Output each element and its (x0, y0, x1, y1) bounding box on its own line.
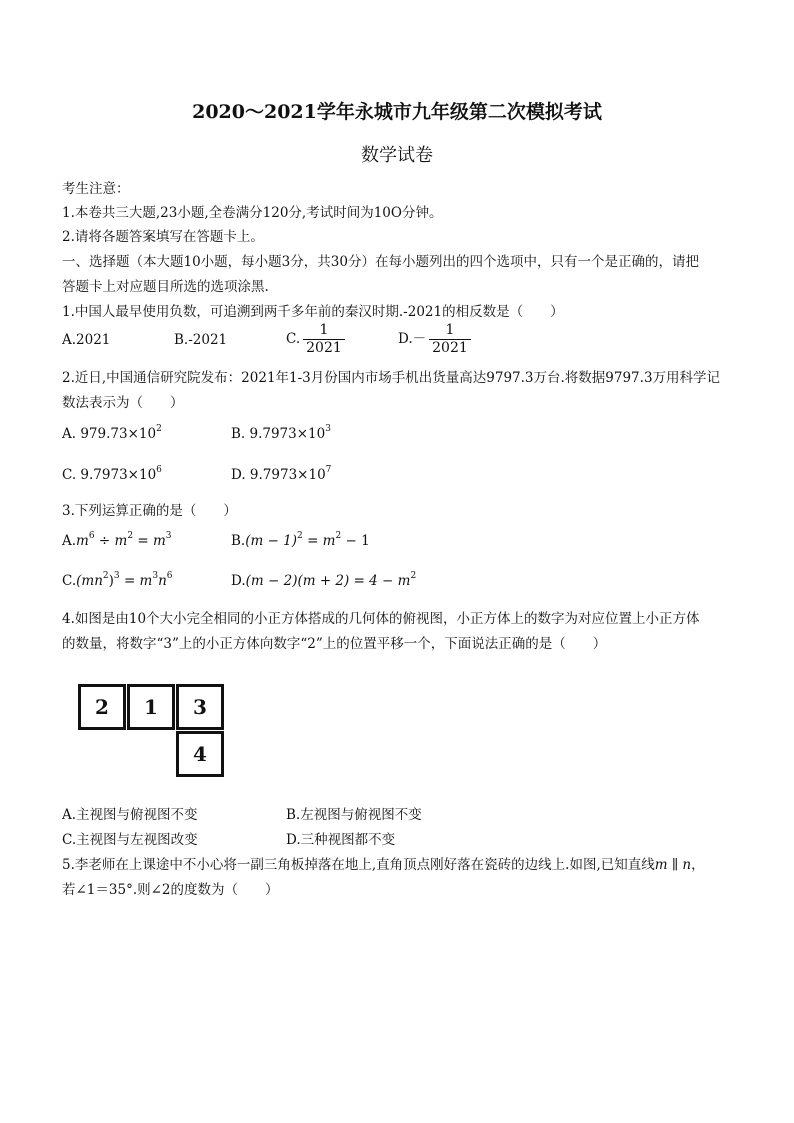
q3-a-e2: 2 (127, 531, 134, 541)
q4-stem-1: 4.如图是由10个大小完全相同的小正方体搭成的几何体的俯视图，小正方体上的数字为对应位置上小正方体 (62, 611, 700, 627)
q3-d-exp: 2 (410, 571, 417, 581)
q4-cell-2: 2 (78, 684, 126, 730)
notice-item-2: 2.请将各题答案填写在答题卡上。 (62, 229, 264, 245)
q5-stem1-tail: ， (691, 857, 705, 873)
q5-stem1-math: m ∥ n (654, 857, 692, 873)
q1-c-num: 1 (303, 322, 345, 340)
q3-a-m1: m (76, 533, 89, 549)
q4-stem-2: 的数量，将数字“3”上的小正方体向数字“2”上的位置平移一个，下面说法正确的是（ ） (62, 636, 607, 652)
q4-option-d: D.三种视图都不变 (286, 832, 396, 848)
q2-a-exp: 2 (156, 424, 162, 434)
q3-option-c (62, 573, 173, 589)
q2-b-text: B. 9.7973×10 (231, 426, 326, 442)
q4-cell-1: 1 (127, 684, 175, 730)
q2-stem-1: 2.近日,中国通信研究院发布：2021年1-3月份国内市场手机出货量高达9797.3万台.将数据9797.3万用科学记 (62, 370, 721, 386)
q3-c-rhs-e2: 6 (166, 571, 173, 581)
q3-stem: 3.下列运算正确的是（ ） (62, 503, 237, 519)
q3-c-exp-in: 2 (102, 571, 109, 581)
q4-option-c: C.主视图与左视图改变 (62, 832, 198, 848)
q1-option-d (398, 322, 471, 357)
q2-option-c (62, 467, 162, 483)
q3-a-m2: m (114, 533, 128, 549)
q2-a-text: A. 979.73×10 (62, 426, 157, 442)
q4-cell-4: 4 (176, 731, 224, 777)
q2-d-text: D. 9.7973×10 (231, 467, 326, 483)
page-title: 2020～2021学年永城市九年级第二次模拟考试 (192, 101, 602, 123)
q2-d-exp: 7 (325, 465, 332, 475)
q1-c-fraction (303, 322, 345, 357)
q1-d-num: 1 (429, 322, 471, 340)
q5-stem1-text: 5.李老师在上课途中不小心将一副三角板掉落在地上,直角顶点刚好落在瓷砖的边线上.如图,已知直线 (62, 857, 655, 873)
q1-d-den: 2021 (432, 340, 468, 356)
q3-option-d (231, 573, 416, 589)
notice-heading: 考生注意： (62, 181, 130, 197)
notice-item-1: 1.本卷共三大题,23小题,全卷满分120分,考试时间为10O分钟。 (62, 205, 443, 221)
q3-a-e3: 3 (165, 531, 172, 541)
q1-option-c (286, 322, 345, 357)
q3-c-label: C. (62, 573, 77, 589)
q3-c-rhs2: n (158, 573, 167, 589)
q3-option-a (62, 533, 172, 549)
q1-stem: 1.中国人最早使用负数，可追溯到两千多年前的秦汉时期.-2021的相反数是（ ） (62, 304, 564, 320)
q3-d-label: D. (231, 573, 246, 589)
q5-stem-2: 若∠1＝35°.则∠2的度数为（ ） (62, 882, 279, 898)
q3-b-tail: − 1 (341, 533, 370, 549)
q3-a-eq: = (133, 533, 153, 549)
q3-c-expr: (mn (76, 573, 103, 589)
q3-b-label: B. (231, 533, 246, 549)
q1-option-b: B.-2021 (174, 332, 228, 348)
q3-option-b (231, 533, 370, 549)
q3-c-close: ) (108, 573, 114, 589)
q2-c-text: C. 9.7973×10 (62, 467, 157, 483)
q1-d-fraction (429, 322, 471, 357)
q3-d-expr: (m − 2)(m + 2) = 4 − m (245, 573, 411, 589)
q3-a-op: ÷ (94, 533, 115, 549)
section1-line1: 一、选择题（本大题10小题，每小题3分，共30分）在每小题列出的四个选项中，只有一个是正确的，请把 (62, 254, 699, 270)
q3-a-e1: 6 (88, 531, 95, 541)
section1-line2: 答题卡上对应题目所选的选项涂黑. (62, 279, 269, 295)
q1-option-a: A.2021 (62, 332, 111, 348)
q2-stem-2: 数法表示为（ ） (62, 395, 184, 411)
q2-option-b (231, 426, 331, 442)
q3-a-label: A. (62, 533, 77, 549)
q3-b-rhs: = m (302, 533, 336, 549)
q1-c-den: 2021 (306, 340, 342, 356)
q2-option-a (62, 426, 162, 442)
q1-c-prefix: C. (286, 331, 301, 347)
q3-a-m3: m (152, 533, 166, 549)
q2-option-d (231, 467, 331, 483)
q5-stem-1 (62, 853, 705, 873)
q1-d-prefix: D.－ (398, 331, 427, 347)
q2-b-exp: 3 (325, 424, 331, 434)
q2-c-exp: 6 (156, 465, 162, 475)
q3-b-expr: (m − 1) (245, 533, 298, 549)
q4-cell-3: 3 (176, 684, 224, 730)
q3-c-exp: 3 (113, 571, 120, 581)
q4-option-b: B.左视图与俯视图不变 (286, 807, 422, 823)
q3-b-exp: 2 (297, 531, 303, 541)
q4-option-a: A.主视图与俯视图不变 (62, 807, 198, 823)
page-subtitle: 数学试卷 (361, 145, 433, 166)
q4-top-view-figure (78, 684, 230, 786)
q3-c-rhs: = m (119, 573, 153, 589)
q3-b-rhs-exp: 2 (335, 531, 342, 541)
q3-c-rhs-e1: 3 (152, 571, 159, 581)
